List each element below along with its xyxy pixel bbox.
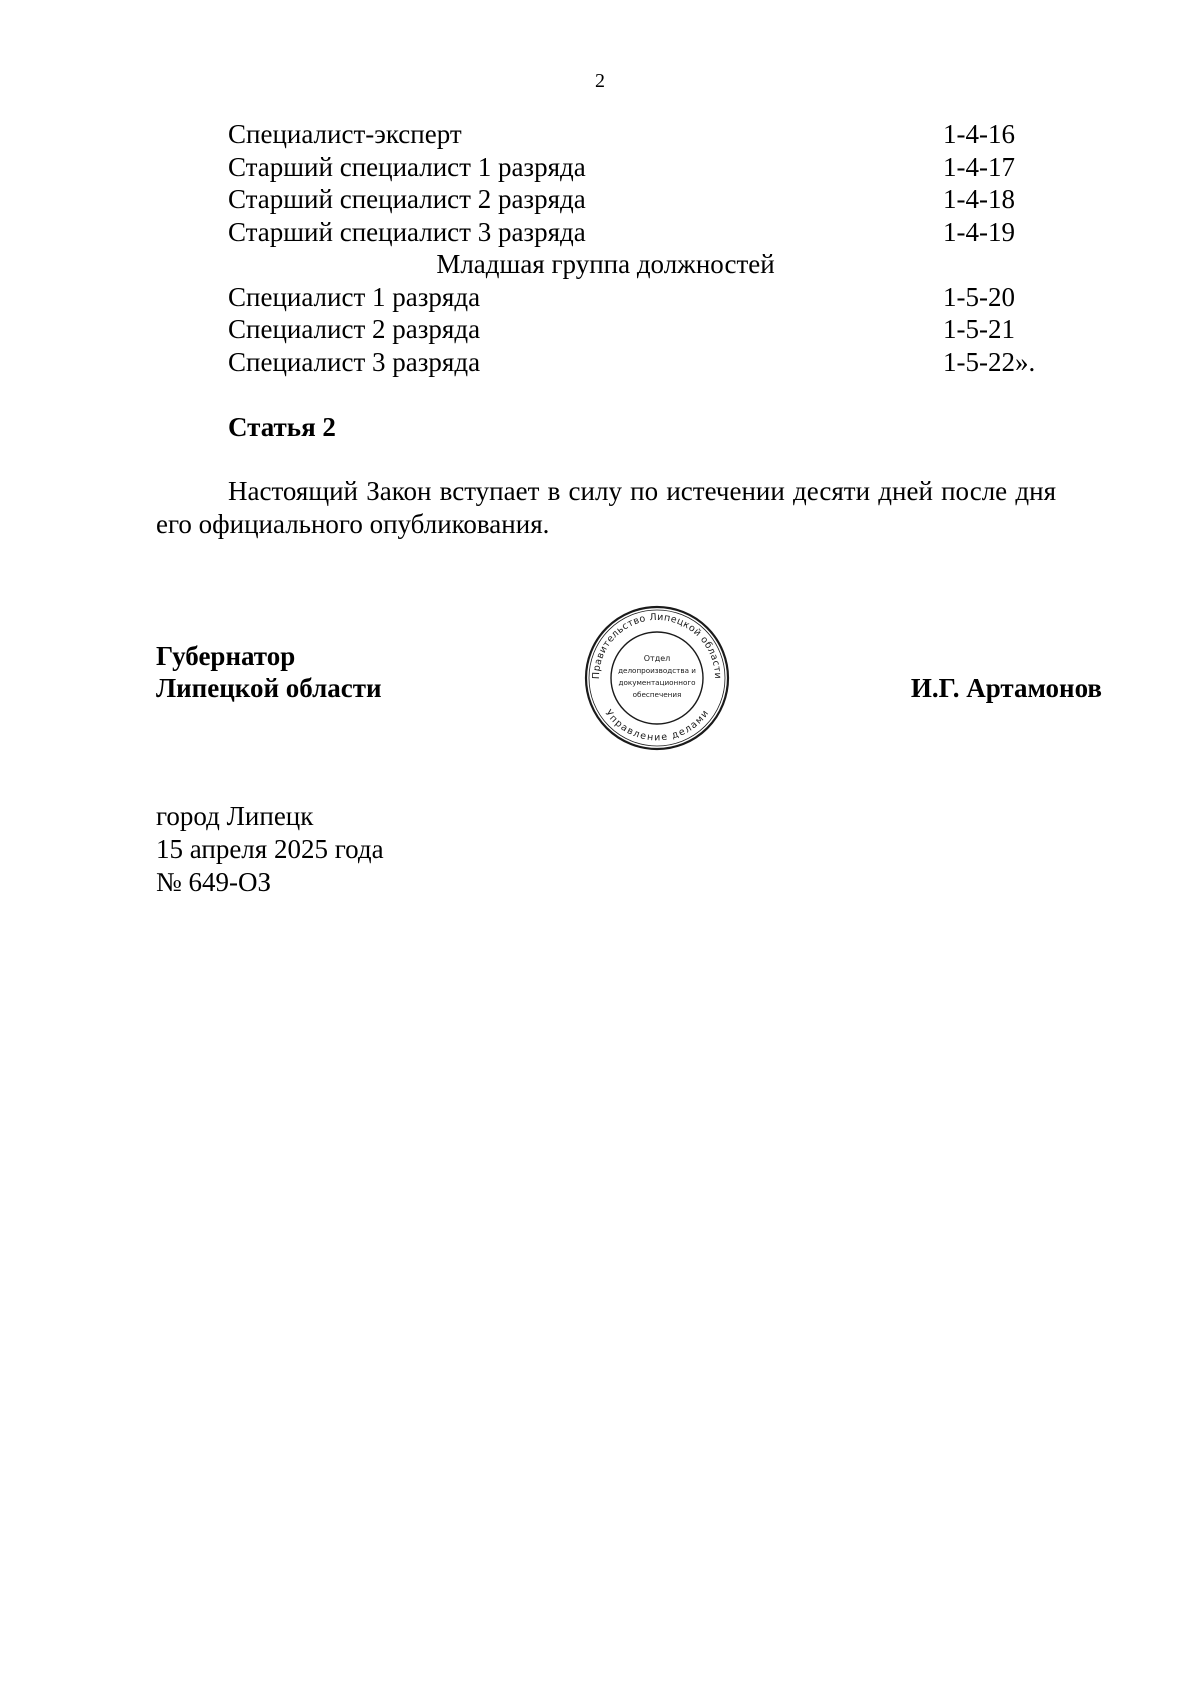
- position-code: 1-4-18: [943, 184, 1015, 214]
- position-code: 1-5-21: [943, 314, 1015, 344]
- position-row: [228, 281, 1048, 314]
- position-code: 1-4-19: [943, 216, 1015, 247]
- position-title: Старший специалист 1 разряда: [228, 151, 586, 182]
- stamp-center-text: Отдел: [643, 654, 671, 663]
- position-row: [228, 183, 1048, 216]
- stamp-center-text: обеспечения: [632, 690, 682, 699]
- signature-title-line: Губернатор: [156, 641, 296, 671]
- position-title: Старший специалист 2 разряда: [228, 184, 586, 214]
- position-row: [228, 216, 1048, 249]
- signature-title-line: Липецкой области: [156, 673, 382, 703]
- footer-number: № 649-ОЗ: [156, 867, 272, 897]
- official-stamp: [584, 605, 730, 751]
- position-code: 1-4-17: [943, 151, 1015, 182]
- position-row: [228, 118, 1048, 151]
- position-title: Специалист 3 разряда: [228, 346, 481, 377]
- position-code: 1-5-22».: [943, 346, 1036, 377]
- position-code: 1-4-16: [943, 119, 1015, 149]
- position-row: [228, 313, 1048, 346]
- position-row: [228, 346, 1048, 379]
- stamp-center-text: делопроизводства и: [618, 666, 696, 675]
- positions-list: [228, 118, 1048, 378]
- article-body: Настоящий Закон вступает в силу по истечении десяти дней после дня его официального опубликования.: [156, 476, 1056, 539]
- position-row: [228, 151, 1048, 184]
- footer-date: 15 апреля 2025 года: [156, 834, 384, 864]
- page-number: 2: [595, 70, 605, 92]
- stamp-center-text: документационного: [618, 678, 696, 687]
- footer-city: город Липецк: [156, 801, 314, 831]
- position-title: Специалист-эксперт: [228, 119, 462, 149]
- position-code: 1-5-20: [943, 281, 1015, 312]
- position-title: Старший специалист 3 разряда: [228, 216, 586, 247]
- article-heading: Статья 2: [228, 412, 336, 442]
- signature-title: [156, 640, 382, 704]
- stamp-seal-icon: [584, 605, 730, 751]
- stamp-outer-text: Правительство Липецкой области: [590, 611, 724, 680]
- position-title: Специалист 1 разряда: [228, 281, 481, 312]
- position-title: Специалист 2 разряда: [228, 314, 481, 344]
- stamp-bottom-text: Управление делами: [602, 707, 712, 744]
- document-footer: [156, 800, 384, 899]
- signature-name: И.Г. Артамонов: [910, 673, 1102, 703]
- group-heading: Младшая группа должностей: [436, 249, 775, 279]
